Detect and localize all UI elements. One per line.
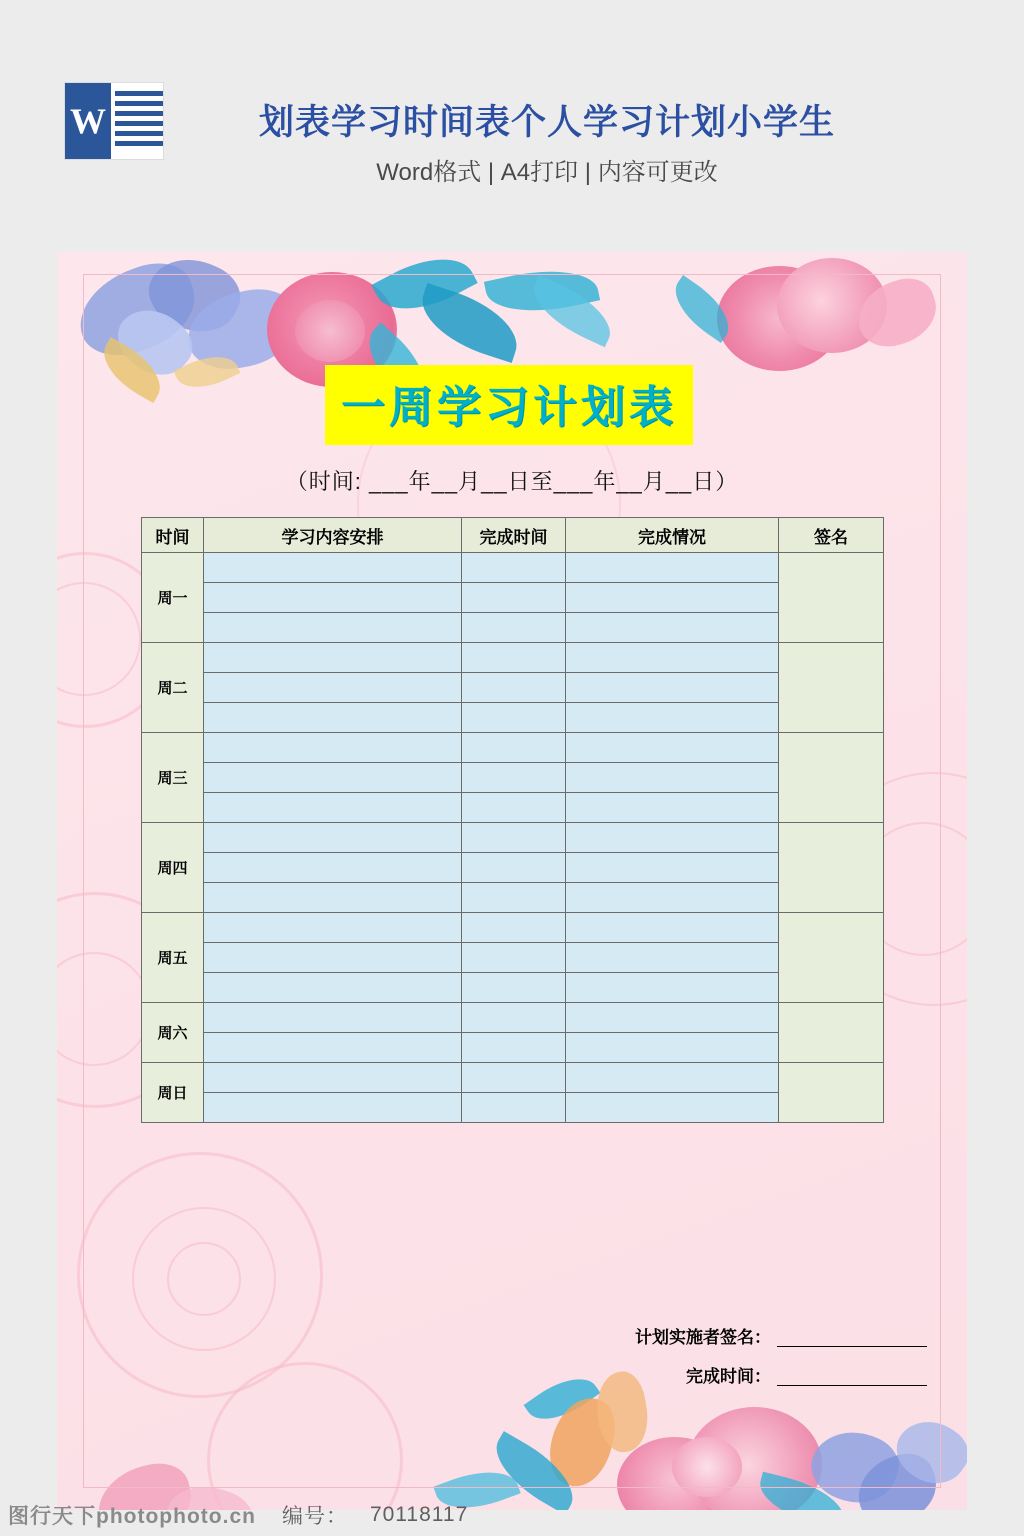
finish-time-cell[interactable] bbox=[462, 583, 566, 613]
finish-time-blank-line[interactable] bbox=[777, 1385, 927, 1386]
status-cell[interactable] bbox=[566, 1063, 779, 1093]
status-cell[interactable] bbox=[566, 1033, 779, 1063]
table-row bbox=[142, 943, 884, 973]
content-cell[interactable] bbox=[204, 853, 462, 883]
col-header-time: 时间 bbox=[142, 518, 204, 553]
content-cell[interactable] bbox=[204, 703, 462, 733]
rose-center-icon bbox=[295, 300, 365, 362]
watermark-id-value: 70118117 bbox=[369, 1503, 469, 1526]
table-row bbox=[142, 973, 884, 1003]
day-label-cell: 周三 bbox=[142, 733, 204, 823]
finish-time-row bbox=[507, 1362, 927, 1387]
content-cell[interactable] bbox=[204, 553, 462, 583]
watermark-id-label: 编号： bbox=[281, 1505, 348, 1528]
day-label-cell: 周二 bbox=[142, 643, 204, 733]
finish-time-cell[interactable] bbox=[462, 943, 566, 973]
table-row bbox=[142, 1033, 884, 1063]
sign-cell[interactable] bbox=[779, 733, 884, 823]
finish-time-cell[interactable] bbox=[462, 823, 566, 853]
signature-blank-line[interactable] bbox=[777, 1346, 927, 1347]
status-cell[interactable] bbox=[566, 973, 779, 1003]
day-label-cell: 周四 bbox=[142, 823, 204, 913]
content-cell[interactable] bbox=[204, 1033, 462, 1063]
content-cell[interactable] bbox=[204, 943, 462, 973]
finish-time-cell[interactable] bbox=[462, 853, 566, 883]
table-row bbox=[142, 1063, 884, 1093]
table-row bbox=[142, 883, 884, 913]
finish-time-cell[interactable] bbox=[462, 793, 566, 823]
table-row bbox=[142, 613, 884, 643]
sign-cell[interactable] bbox=[779, 1003, 884, 1063]
sign-cell[interactable] bbox=[779, 913, 884, 1003]
plan-title: 一周学习计划表 bbox=[325, 365, 693, 445]
content-cell[interactable] bbox=[204, 613, 462, 643]
table-body bbox=[142, 553, 884, 1123]
table-row bbox=[142, 583, 884, 613]
content-cell[interactable] bbox=[204, 913, 462, 943]
status-cell[interactable] bbox=[566, 883, 779, 913]
finish-time-cell[interactable] bbox=[462, 703, 566, 733]
col-header-content: 学习内容安排 bbox=[204, 518, 462, 553]
study-plan-table bbox=[141, 517, 884, 1123]
status-cell[interactable] bbox=[566, 1003, 779, 1033]
day-label-cell: 周一 bbox=[142, 553, 204, 643]
word-logo-letter: W bbox=[65, 83, 111, 159]
table-row bbox=[142, 673, 884, 703]
date-range-line: （时间: ___年__月__日至___年__月__日） bbox=[285, 469, 739, 494]
table-row bbox=[142, 733, 884, 763]
content-cell[interactable] bbox=[204, 733, 462, 763]
table-row bbox=[142, 553, 884, 583]
table-row bbox=[142, 763, 884, 793]
status-cell[interactable] bbox=[566, 643, 779, 673]
status-cell[interactable] bbox=[566, 763, 779, 793]
col-header-finish-time: 完成时间 bbox=[462, 518, 566, 553]
watermark-site: 图行天下photophoto.cn bbox=[8, 1505, 256, 1528]
implementer-signature-label: 计划实施者签名： bbox=[635, 1328, 771, 1347]
status-cell[interactable] bbox=[566, 703, 779, 733]
document-preview bbox=[57, 252, 967, 1510]
finish-time-label: 完成时间： bbox=[686, 1367, 771, 1386]
table-row bbox=[142, 913, 884, 943]
finish-time-cell[interactable] bbox=[462, 883, 566, 913]
sign-cell[interactable] bbox=[779, 553, 884, 643]
status-cell[interactable] bbox=[566, 733, 779, 763]
day-label-cell: 周六 bbox=[142, 1003, 204, 1063]
content-cell[interactable] bbox=[204, 823, 462, 853]
col-header-sign: 签名 bbox=[779, 518, 884, 553]
rose-center-icon bbox=[672, 1437, 742, 1497]
status-cell[interactable] bbox=[566, 613, 779, 643]
content-cell[interactable] bbox=[204, 583, 462, 613]
finish-time-cell[interactable] bbox=[462, 733, 566, 763]
content-cell[interactable] bbox=[204, 643, 462, 673]
col-header-status: 完成情况 bbox=[566, 518, 779, 553]
implementer-signature-row bbox=[507, 1323, 927, 1348]
finish-time-cell[interactable] bbox=[462, 613, 566, 643]
content-cell[interactable] bbox=[204, 1003, 462, 1033]
day-label-cell: 周日 bbox=[142, 1063, 204, 1123]
status-cell[interactable] bbox=[566, 943, 779, 973]
content-cell[interactable] bbox=[204, 793, 462, 823]
table-row bbox=[142, 1093, 884, 1123]
table-row bbox=[142, 1003, 884, 1033]
status-cell[interactable] bbox=[566, 853, 779, 883]
finish-time-cell[interactable] bbox=[462, 673, 566, 703]
sign-cell[interactable] bbox=[779, 1063, 884, 1123]
content-cell[interactable] bbox=[204, 973, 462, 1003]
status-cell[interactable] bbox=[566, 583, 779, 613]
finish-time-cell[interactable] bbox=[462, 913, 566, 943]
status-cell[interactable] bbox=[566, 1093, 779, 1123]
status-cell[interactable] bbox=[566, 823, 779, 853]
table-row bbox=[142, 793, 884, 823]
content-cell[interactable] bbox=[204, 1063, 462, 1093]
finish-time-cell[interactable] bbox=[462, 1093, 566, 1123]
table-row bbox=[142, 823, 884, 853]
sign-cell[interactable] bbox=[779, 643, 884, 733]
finish-time-cell[interactable] bbox=[462, 763, 566, 793]
page-subtitle: Word格式 | A4打印 | 内容可更改 bbox=[376, 159, 718, 186]
finish-time-cell[interactable] bbox=[462, 1063, 566, 1093]
finish-time-cell[interactable] bbox=[462, 973, 566, 1003]
status-cell[interactable] bbox=[566, 793, 779, 823]
content-cell[interactable] bbox=[204, 883, 462, 913]
finish-time-cell[interactable] bbox=[462, 1033, 566, 1063]
status-cell[interactable] bbox=[566, 673, 779, 703]
finish-time-cell[interactable] bbox=[462, 553, 566, 583]
page-header bbox=[0, 0, 1024, 248]
day-label-cell: 周五 bbox=[142, 913, 204, 1003]
content-cell[interactable] bbox=[204, 673, 462, 703]
site-watermark bbox=[0, 1494, 1024, 1536]
status-cell[interactable] bbox=[566, 913, 779, 943]
table-header-row bbox=[142, 518, 884, 553]
table-row bbox=[142, 643, 884, 673]
table-row bbox=[142, 853, 884, 883]
finish-time-cell[interactable] bbox=[462, 1003, 566, 1033]
finish-time-cell[interactable] bbox=[462, 643, 566, 673]
content-cell[interactable] bbox=[204, 763, 462, 793]
content-cell[interactable] bbox=[204, 1093, 462, 1123]
sign-cell[interactable] bbox=[779, 823, 884, 913]
page-title: 划表学习时间表个人学习计划小学生 bbox=[258, 103, 835, 142]
decorative-swirl bbox=[167, 1242, 241, 1316]
status-cell[interactable] bbox=[566, 553, 779, 583]
table-row bbox=[142, 703, 884, 733]
